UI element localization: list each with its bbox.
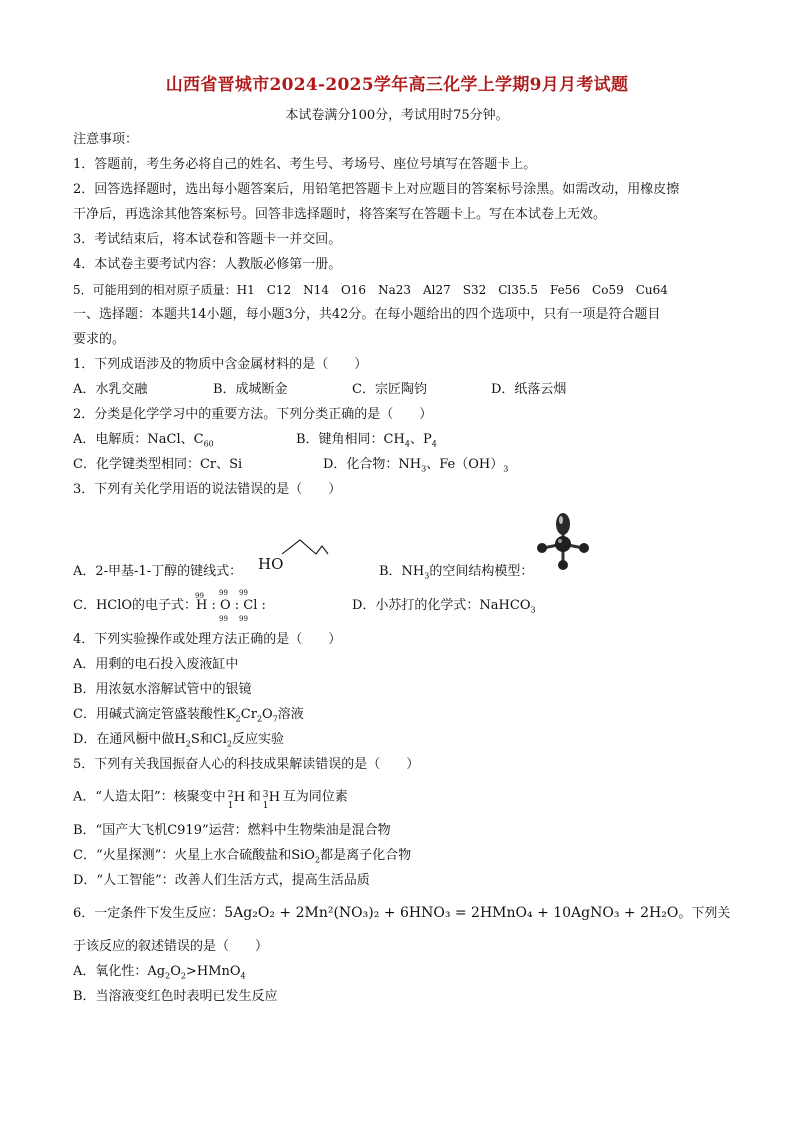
exam-title: 山西省晋城市2024-2025学年高三化学上学期9月月考试题 [165, 75, 629, 95]
note-item: 4．本试卷主要考试内容：人教版必修第一册。 [73, 257, 342, 272]
ho-label: HO [258, 555, 284, 573]
exam-subtitle: 本试卷满分100分，考试用时75分钟。 [285, 108, 509, 123]
question-1-stem: 1．下列成语涉及的物质中含金属材料的是（ ） [73, 357, 368, 372]
q2-option-b: B．键角相同：$CH_4$、$P_4$ [296, 432, 437, 449]
q3-option-b: B．$NH_3$的空间结构模型： [379, 564, 534, 581]
carbon-chain [282, 540, 328, 554]
q3-option-c: C．HClO的电子式： [73, 598, 198, 613]
q3-option-d: D．小苏打的化学式：NaHCO$_3$ [352, 598, 536, 615]
note-item: 1．答题前，考生务必将自己的姓名、考生号、考场号、座位号填写在答题卡上。 [73, 157, 537, 172]
hclo-electron-formula [194, 587, 274, 623]
q4-option-c: C．用碱式滴定管盛装酸性$K_2Cr_2O_7$溶液 [73, 707, 304, 724]
q1-option-d: D．纸落云烟 [491, 382, 567, 397]
svg-text:99: 99 [239, 615, 248, 623]
svg-text:99: 99 [195, 592, 204, 600]
skeletal-formula-diagram [254, 532, 334, 574]
q6-option-b: B．当溶液变红色时表明已发生反应 [73, 989, 278, 1004]
note-item: 2．回答选择题时，选出每小题答案后，用铅笔把答题卡上对应题目的答案标号涂黑。如需改动，用橡皮擦 [73, 182, 680, 197]
q4-option-d: D．在通风橱中做$H_2S$和$Cl_2$反应实验 [73, 732, 284, 749]
section-heading: 一、选择题：本题共14小题，每小题3分，共42分。在每小题给出的四个选项中，只有一项是符合题目 [73, 307, 661, 322]
question-4-stem: 4．下列实验操作或处理方法正确的是（ ） [73, 632, 342, 647]
question-2-stem: 2．分类是化学学习中的重要方法。下列分类正确的是（ ） [73, 407, 433, 422]
note-item: 干净后，再选涂其他答案标号。回答非选择题时，将答案写在答题卡上。写在本试卷上无效。 [73, 207, 607, 222]
q5-option-b: B．“国产大飞机C919”运营：燃料中生物柴油是混合物 [73, 823, 391, 838]
q2-option-c: C．化学键类型相同：Cr、Si [73, 457, 243, 472]
q6-option-a: A．氧化性：$Ag_2O_2>HMnO_4$ [73, 964, 246, 981]
note-item: 3．考试结束后，将本试卷和答题卡一并交回。 [73, 232, 342, 247]
q1-option-c: C．宗匠陶钧 [352, 382, 427, 397]
q5-option-c: C．“火星探测”：火星上水合硫酸盐和SiO$_2$都是离子化合物 [73, 848, 412, 865]
nh3-ball-stick-model [530, 508, 596, 574]
q1-option-a: A．水乳交融 [73, 382, 148, 397]
q5-option-a: A．“人造太阳”：核聚变中 2 1 H 和 3 1 H 互为同位素 [73, 789, 348, 811]
question-6-stem-cont: 于该反应的叙述错误的是（ ） [73, 939, 269, 954]
svg-text:H : O : Cl :: H : O : Cl : [196, 598, 266, 613]
svg-text:99: 99 [219, 589, 228, 597]
svg-text:99: 99 [239, 589, 248, 597]
svg-text:99: 99 [219, 615, 228, 623]
q3-option-a: A．2-甲基-1-丁醇的键线式： [73, 564, 243, 579]
q2-option-a: A．电解质：NaCl、$C_{60}$ [73, 432, 214, 449]
notes-heading: 注意事项： [73, 132, 139, 147]
q4-option-a: A．用剩的电石投入废液缸中 [73, 657, 239, 672]
reaction-equation: 5Ag₂O₂ + 2Mn²(NO₃)₂ + 6HNO₃ = 2HMnO₄ + 10AgNO₃ + 2H₂O [224, 905, 679, 921]
q4-option-b: B．用浓氨水溶解试管中的银镜 [73, 682, 252, 697]
question-3-stem: 3．下列有关化学用语的说法错误的是（ ） [73, 482, 342, 497]
section-heading-cont: 要求的。 [73, 332, 126, 347]
q1-option-b: B．成城断金 [213, 382, 288, 397]
q5-option-d: D．“人工智能”：改善人们生活方式，提高生活品质 [73, 873, 370, 888]
q2-option-d: D．化合物：$NH_3$、$Fe(OH)_3$ [323, 457, 509, 474]
question-5-stem: 5．下列有关我国振奋人心的科技成果解读错误的是（ ） [73, 757, 420, 772]
note-item: 5．可能用到的相对原子质量：H1 C12 N14 O16 Na23 Al27 S32 Cl35.5 Fe56 Co59 Cu64 [73, 283, 668, 297]
question-6-stem: 6．一定条件下发生反应：5Ag₂O₂ + 2Mn²(NO₃)₂ + 6HNO₃ = 2HMnO₄ + 10AgNO₃ + 2H₂O。下列关 [73, 905, 731, 921]
